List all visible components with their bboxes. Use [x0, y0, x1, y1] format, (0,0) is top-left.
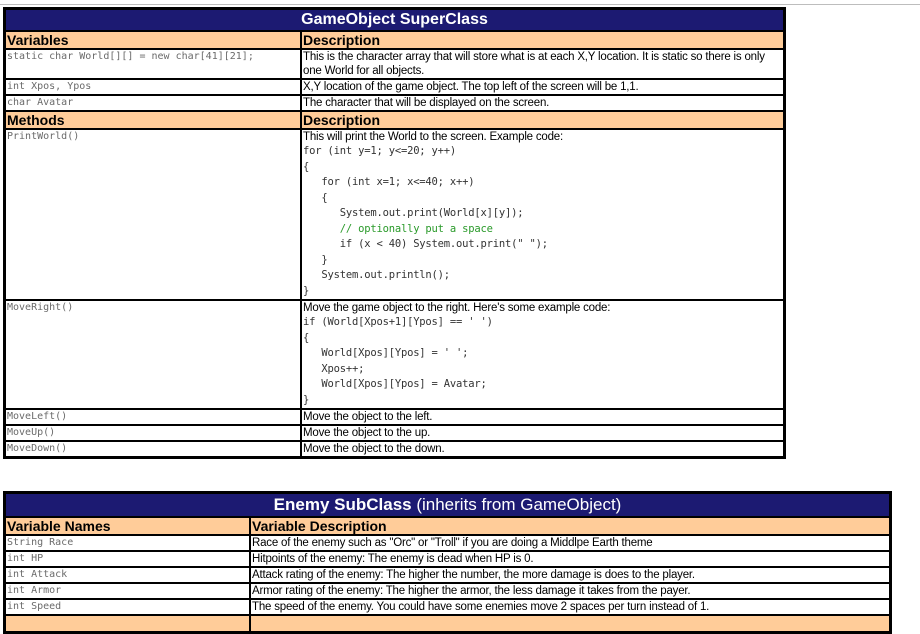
enemy-title-bold: Enemy SubClass [273, 495, 412, 514]
variable-code: int Armor [5, 583, 250, 599]
enemy-title-rest: (inherits from GameObject) [411, 495, 622, 514]
variable-description-header: Variable Description [250, 517, 890, 535]
variable-description: Armor rating of the enemy: The higher the armor, the less damage it takes from the payer. [250, 583, 890, 599]
table-row [5, 49, 784, 79]
method-description: Move the object to the down. [301, 441, 784, 457]
method-code: MoveUp() [5, 425, 301, 441]
variable-code: int Xpos, Ypos [5, 79, 301, 95]
table-row [5, 300, 784, 409]
variable-code: int HP [5, 551, 250, 567]
variable-code: static char World[][] = new char[41][21]; [5, 49, 301, 79]
method-description-text: This will print the World to the screen. Example code: [303, 131, 563, 143]
table-row [5, 129, 784, 300]
method-code: MoveRight() [5, 300, 301, 409]
variable-description: Attack rating of the enemy: The higher the number, the more damage is does to the player. [250, 567, 890, 583]
example-code: for (int y=1; y<=20; y++) { for (int x=1; x<=40; x++) { System.out.print(World[x][y]); // optionally put a space if (x < 40) System.out.print(" "); } System.out.println(); } [303, 145, 548, 297]
methods-description-header: Description [301, 111, 784, 129]
method-description: Move the object to the up. [301, 425, 784, 441]
gameobject-title: GameObject SuperClass [5, 9, 784, 31]
description-header: Description [301, 31, 784, 49]
variable-description: The character that will be displayed on the screen. [301, 95, 784, 111]
variable-description: Race of the enemy such as "Orc" or "Troll" if you are doing a Middlpe Earth theme [250, 535, 890, 551]
page-top-rule [0, 4, 920, 5]
methods-description-header-cutoff [250, 615, 890, 632]
table-row [5, 441, 784, 457]
table-row [5, 409, 784, 425]
variable-description: X,Y location of the game object. The top left of the screen will be 1,1. [301, 79, 784, 95]
table-row [5, 79, 784, 95]
methods-header-cutoff [5, 615, 250, 632]
variable-names-header: Variable Names [5, 517, 250, 535]
enemy-title [5, 493, 890, 517]
method-code: MoveLeft() [5, 409, 301, 425]
enemy-table [3, 491, 892, 634]
table-row [5, 95, 784, 111]
gameobject-table [3, 7, 786, 459]
table-row [5, 425, 784, 441]
table-row [5, 583, 890, 599]
table-row [5, 599, 890, 615]
variable-description: This is the character array that will store what is at each X,Y location. It is static so there is only one World for all objects. [301, 49, 784, 79]
table-row [5, 535, 890, 551]
methods-header: Methods [5, 111, 301, 129]
method-description-text: Move the game object to the right. Here's some example code: [303, 302, 611, 314]
variable-code: int Speed [5, 599, 250, 615]
method-description [301, 129, 784, 300]
variables-header: Variables [5, 31, 301, 49]
example-code: if (World[Xpos+1][Ypos] == ' ') { World[Xpos][Ypos] = ' '; Xpos++; World[Xpos][Ypos] = Avatar; } [303, 316, 493, 406]
method-description [301, 300, 784, 409]
variable-description: Hitpoints of the enemy: The enemy is dead when HP is 0. [250, 551, 890, 567]
method-code: PrintWorld() [5, 129, 301, 300]
method-description: Move the object to the left. [301, 409, 784, 425]
variable-description: The speed of the enemy. You could have some enemies move 2 spaces per turn instead of 1. [250, 599, 890, 615]
table-row [5, 567, 890, 583]
variable-code: char Avatar [5, 95, 301, 111]
table-row [5, 551, 890, 567]
variable-code: String Race [5, 535, 250, 551]
variable-code: int Attack [5, 567, 250, 583]
method-code: MoveDown() [5, 441, 301, 457]
